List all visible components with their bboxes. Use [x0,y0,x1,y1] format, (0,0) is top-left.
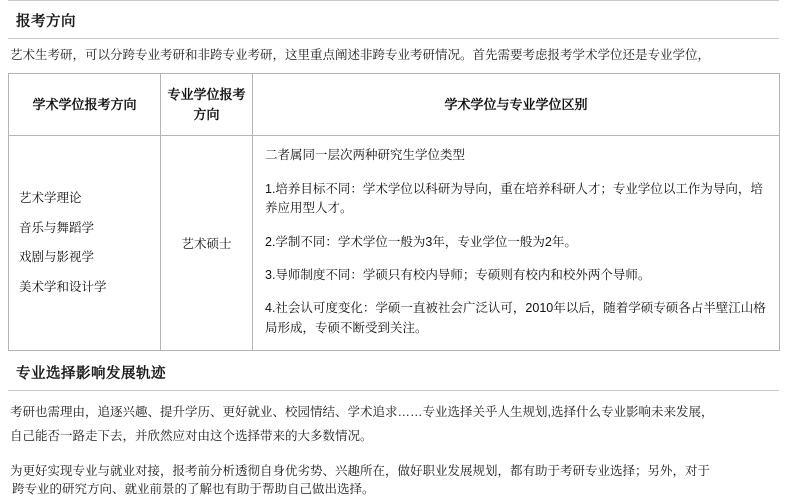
comparison-table [8,73,780,351]
difference-item: 1.培养目标不同：学术学位以科研为导向，重在培养科研人才；专业学位以工作为导向，培养应用型人才。 [265,181,763,216]
cell-academic-directions [9,136,161,351]
bottom-paragraph-3: 为更好实现专业与就业对接，报考前分析透彻自身优劣势、兴趣所在，做好职业发展规划，都有助于考研专业选择；另外，对于 [10,463,711,478]
academic-direction-item: 美术学和设计学 [19,279,107,294]
bottom-section [8,351,779,497]
intro-paragraph: 艺术生考研，可以分跨专业考研和非跨专业考研，这里重点阐述非跨专业考研情况。首先需要考虑报考学术学位还是专业学位， [10,48,711,62]
header-difference: 学术学位与专业学位区别 [253,74,780,136]
section-heading-zhuanye: 专业选择影响发展轨迹 [16,366,166,382]
header-academic-direction: 学术学位报考方向 [9,74,161,136]
section-heading-baokao: 报考方向 [16,14,76,30]
table-row [9,136,780,351]
bottom-paragraph-1: 考研也需理由，追逐兴趣、提升学历、更好就业、校园情结、学术追求……专业选择关乎人生规划,选择什么专业影响未来发展， [10,405,714,419]
academic-direction-item: 音乐与舞蹈学 [19,220,95,235]
cell-professional-direction: 艺术硕士 [161,136,253,351]
bottom-paragraph-4-clipped [8,483,779,497]
difference-item: 二者属同一层次两种研究生学位类型 [265,148,466,163]
difference-item: 2.学制不同：学术学位一般为3年，专业学位一般为2年。 [265,234,577,249]
bottom-paragraph-2: 自己能否一路走下去，并欣然应对由这个选择带来的大多数情况。 [10,429,373,444]
difference-item: 4.社会认可度变化：学硕一直被社会广泛认可，2010年以后，随着学硕专硕各占半壁江山格局形成，专硕不断受到关注。 [265,301,766,335]
difference-item: 3.导师制度不同：学硕只有校内导师；专硕则有校内和校外两个导师。 [265,267,651,282]
table-header-row [9,74,780,136]
cell-differences [253,136,780,351]
academic-direction-item: 艺术学理论 [19,191,82,206]
bottom-paragraph-4: 跨专业的研究方向、就业前景的了解也有助于帮助自己做出选择。 [12,483,375,497]
academic-direction-item: 戏剧与影视学 [19,250,95,265]
header-professional-direction: 专业学位报考方向 [161,74,253,136]
